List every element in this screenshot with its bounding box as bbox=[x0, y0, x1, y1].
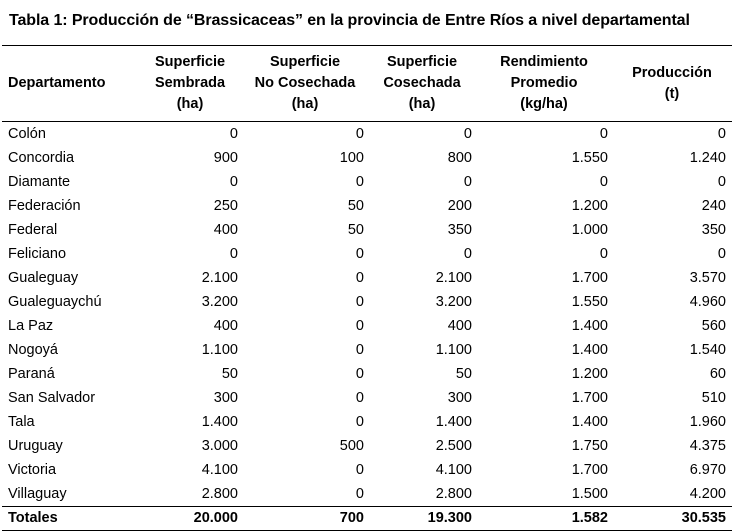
cell-produccion: 4.960 bbox=[689, 294, 726, 310]
totals-label: Totales bbox=[8, 510, 58, 526]
total-no-cosechada: 700 bbox=[339, 510, 364, 526]
table-row bbox=[2, 242, 732, 266]
cell-no-cosechada: 0 bbox=[355, 270, 364, 286]
cell-departamento: Tala bbox=[8, 414, 35, 430]
cell-cosechada: 300 bbox=[447, 390, 472, 406]
cell-rendimiento: 1.200 bbox=[571, 366, 608, 382]
header-line: No Cosechada bbox=[254, 75, 356, 91]
header-line: (ha) bbox=[291, 96, 319, 112]
cell-sembrada: 2.800 bbox=[201, 486, 238, 502]
cell-rendimiento: 1.400 bbox=[571, 318, 608, 334]
cell-departamento: Gualeguaychú bbox=[8, 294, 102, 310]
header-line: Rendimiento bbox=[500, 54, 588, 70]
cell-produccion: 1.960 bbox=[689, 414, 726, 430]
cell-cosechada: 0 bbox=[463, 246, 472, 262]
cell-sembrada: 1.100 bbox=[201, 342, 238, 358]
cell-produccion: 4.200 bbox=[689, 486, 726, 502]
cell-departamento: Federal bbox=[8, 222, 58, 238]
cell-produccion: 3.570 bbox=[689, 270, 726, 286]
cell-sembrada: 3.000 bbox=[201, 438, 238, 454]
cell-produccion: 350 bbox=[701, 222, 726, 238]
cell-departamento: Gualeguay bbox=[8, 270, 79, 286]
cell-no-cosechada: 0 bbox=[355, 486, 364, 502]
production-table bbox=[2, 45, 732, 531]
cell-produccion: 1.540 bbox=[689, 342, 726, 358]
cell-departamento: Concordia bbox=[8, 150, 75, 166]
cell-sembrada: 250 bbox=[213, 198, 238, 214]
cell-no-cosechada: 0 bbox=[355, 246, 364, 262]
header-produccion bbox=[612, 46, 732, 122]
cell-cosechada: 1.100 bbox=[435, 342, 472, 358]
total-cosechada: 19.300 bbox=[427, 510, 472, 526]
table-row bbox=[2, 266, 732, 290]
header-line: (ha) bbox=[408, 96, 436, 112]
header-line: Superficie bbox=[154, 54, 226, 70]
cell-departamento: Feliciano bbox=[8, 246, 67, 262]
table-row bbox=[2, 386, 732, 410]
table-row bbox=[2, 338, 732, 362]
header-departamento: Departamento bbox=[8, 75, 106, 91]
cell-no-cosechada: 50 bbox=[347, 198, 364, 214]
cell-cosechada: 2.500 bbox=[435, 438, 472, 454]
cell-cosechada: 200 bbox=[447, 198, 472, 214]
table-row bbox=[2, 314, 732, 338]
cell-sembrada: 900 bbox=[213, 150, 238, 166]
cell-sembrada: 400 bbox=[213, 318, 238, 334]
cell-cosechada: 0 bbox=[463, 126, 472, 142]
cell-departamento: San Salvador bbox=[8, 390, 96, 406]
cell-departamento: Colón bbox=[8, 126, 46, 142]
header-superficie-no-cosechada bbox=[242, 46, 368, 122]
table-row bbox=[2, 122, 732, 147]
table-row bbox=[2, 482, 732, 507]
cell-rendimiento: 0 bbox=[599, 246, 608, 262]
header-line: Superficie bbox=[386, 54, 458, 70]
header-line: (ha) bbox=[176, 96, 204, 112]
cell-produccion: 60 bbox=[709, 366, 726, 382]
cell-rendimiento: 1.550 bbox=[571, 294, 608, 310]
cell-cosechada: 2.800 bbox=[435, 486, 472, 502]
cell-departamento: Nogoyá bbox=[8, 342, 58, 358]
cell-sembrada: 50 bbox=[221, 366, 238, 382]
cell-produccion: 560 bbox=[701, 318, 726, 334]
header-line: Cosechada bbox=[383, 75, 461, 91]
cell-sembrada: 300 bbox=[213, 390, 238, 406]
cell-no-cosechada: 0 bbox=[355, 414, 364, 430]
total-produccion: 30.535 bbox=[681, 510, 726, 526]
cell-rendimiento: 1.000 bbox=[571, 222, 608, 238]
header-superficie-cosechada bbox=[368, 46, 476, 122]
table-row bbox=[2, 218, 732, 242]
table-row bbox=[2, 410, 732, 434]
cell-produccion: 0 bbox=[717, 126, 726, 142]
cell-cosechada: 4.100 bbox=[435, 462, 472, 478]
header-line: Producción bbox=[632, 64, 712, 81]
cell-rendimiento: 0 bbox=[599, 174, 608, 190]
header-rendimiento-promedio bbox=[476, 46, 612, 122]
cell-produccion: 1.240 bbox=[689, 150, 726, 166]
cell-cosechada: 350 bbox=[447, 222, 472, 238]
header-line: Sembrada bbox=[154, 75, 226, 91]
cell-sembrada: 0 bbox=[229, 246, 238, 262]
table-row bbox=[2, 170, 732, 194]
header-line: (t) bbox=[664, 85, 680, 102]
cell-rendimiento: 1.700 bbox=[571, 270, 608, 286]
cell-sembrada: 3.200 bbox=[201, 294, 238, 310]
cell-cosechada: 800 bbox=[447, 150, 472, 166]
cell-no-cosechada: 0 bbox=[355, 174, 364, 190]
cell-cosechada: 2.100 bbox=[435, 270, 472, 286]
cell-sembrada: 400 bbox=[213, 222, 238, 238]
table-row bbox=[2, 290, 732, 314]
table-header-row bbox=[2, 46, 732, 122]
cell-cosechada: 0 bbox=[463, 174, 472, 190]
header-line: Superficie bbox=[269, 54, 341, 70]
cell-sembrada: 1.400 bbox=[201, 414, 238, 430]
cell-sembrada: 0 bbox=[229, 174, 238, 190]
cell-sembrada: 2.100 bbox=[201, 270, 238, 286]
cell-sembrada: 4.100 bbox=[201, 462, 238, 478]
cell-cosechada: 400 bbox=[447, 318, 472, 334]
cell-no-cosechada: 0 bbox=[355, 126, 364, 142]
cell-rendimiento: 1.700 bbox=[571, 390, 608, 406]
table-row bbox=[2, 146, 732, 170]
cell-produccion: 6.970 bbox=[689, 462, 726, 478]
cell-cosechada: 3.200 bbox=[435, 294, 472, 310]
table-row bbox=[2, 194, 732, 218]
cell-departamento: Diamante bbox=[8, 174, 71, 190]
header-line: (kg/ha) bbox=[520, 96, 568, 112]
cell-no-cosechada: 50 bbox=[347, 222, 364, 238]
table-row bbox=[2, 362, 732, 386]
cell-rendimiento: 1.500 bbox=[571, 486, 608, 502]
cell-rendimiento: 1.700 bbox=[571, 462, 608, 478]
cell-cosechada: 1.400 bbox=[435, 414, 472, 430]
cell-departamento: La Paz bbox=[8, 318, 54, 334]
cell-no-cosechada: 0 bbox=[355, 462, 364, 478]
cell-rendimiento: 0 bbox=[599, 126, 608, 142]
header-line: Promedio bbox=[510, 75, 578, 91]
cell-departamento: Uruguay bbox=[8, 438, 63, 454]
cell-rendimiento: 1.200 bbox=[571, 198, 608, 214]
cell-departamento: Villaguay bbox=[8, 486, 67, 502]
cell-departamento: Paraná bbox=[8, 366, 55, 382]
cell-cosechada: 50 bbox=[455, 366, 472, 382]
header-superficie-sembrada bbox=[138, 46, 242, 122]
cell-produccion: 510 bbox=[701, 390, 726, 406]
cell-produccion: 240 bbox=[701, 198, 726, 214]
cell-rendimiento: 1.550 bbox=[571, 150, 608, 166]
table-row bbox=[2, 434, 732, 458]
cell-produccion: 4.375 bbox=[689, 438, 726, 454]
cell-rendimiento: 1.400 bbox=[571, 414, 608, 430]
cell-no-cosechada: 0 bbox=[355, 366, 364, 382]
table-body bbox=[2, 122, 732, 507]
cell-rendimiento: 1.400 bbox=[571, 342, 608, 358]
cell-no-cosechada: 500 bbox=[339, 438, 364, 454]
cell-no-cosechada: 0 bbox=[355, 294, 364, 310]
cell-sembrada: 0 bbox=[229, 126, 238, 142]
cell-no-cosechada: 0 bbox=[355, 342, 364, 358]
cell-produccion: 0 bbox=[717, 174, 726, 190]
cell-produccion: 0 bbox=[717, 246, 726, 262]
table-row bbox=[2, 458, 732, 482]
cell-no-cosechada: 0 bbox=[355, 390, 364, 406]
cell-departamento: Victoria bbox=[8, 462, 57, 478]
cell-no-cosechada: 0 bbox=[355, 318, 364, 334]
total-rendimiento: 1.582 bbox=[571, 510, 608, 526]
cell-departamento: Federación bbox=[8, 198, 81, 214]
cell-rendimiento: 1.750 bbox=[571, 438, 608, 454]
total-sembrada: 20.000 bbox=[193, 510, 238, 526]
cell-no-cosechada: 100 bbox=[339, 150, 364, 166]
table-caption: Tabla 1: Producción de “Brassicaceas” en la provincia de Entre Ríos a nivel departamental bbox=[9, 12, 690, 29]
totals-row bbox=[2, 507, 732, 531]
